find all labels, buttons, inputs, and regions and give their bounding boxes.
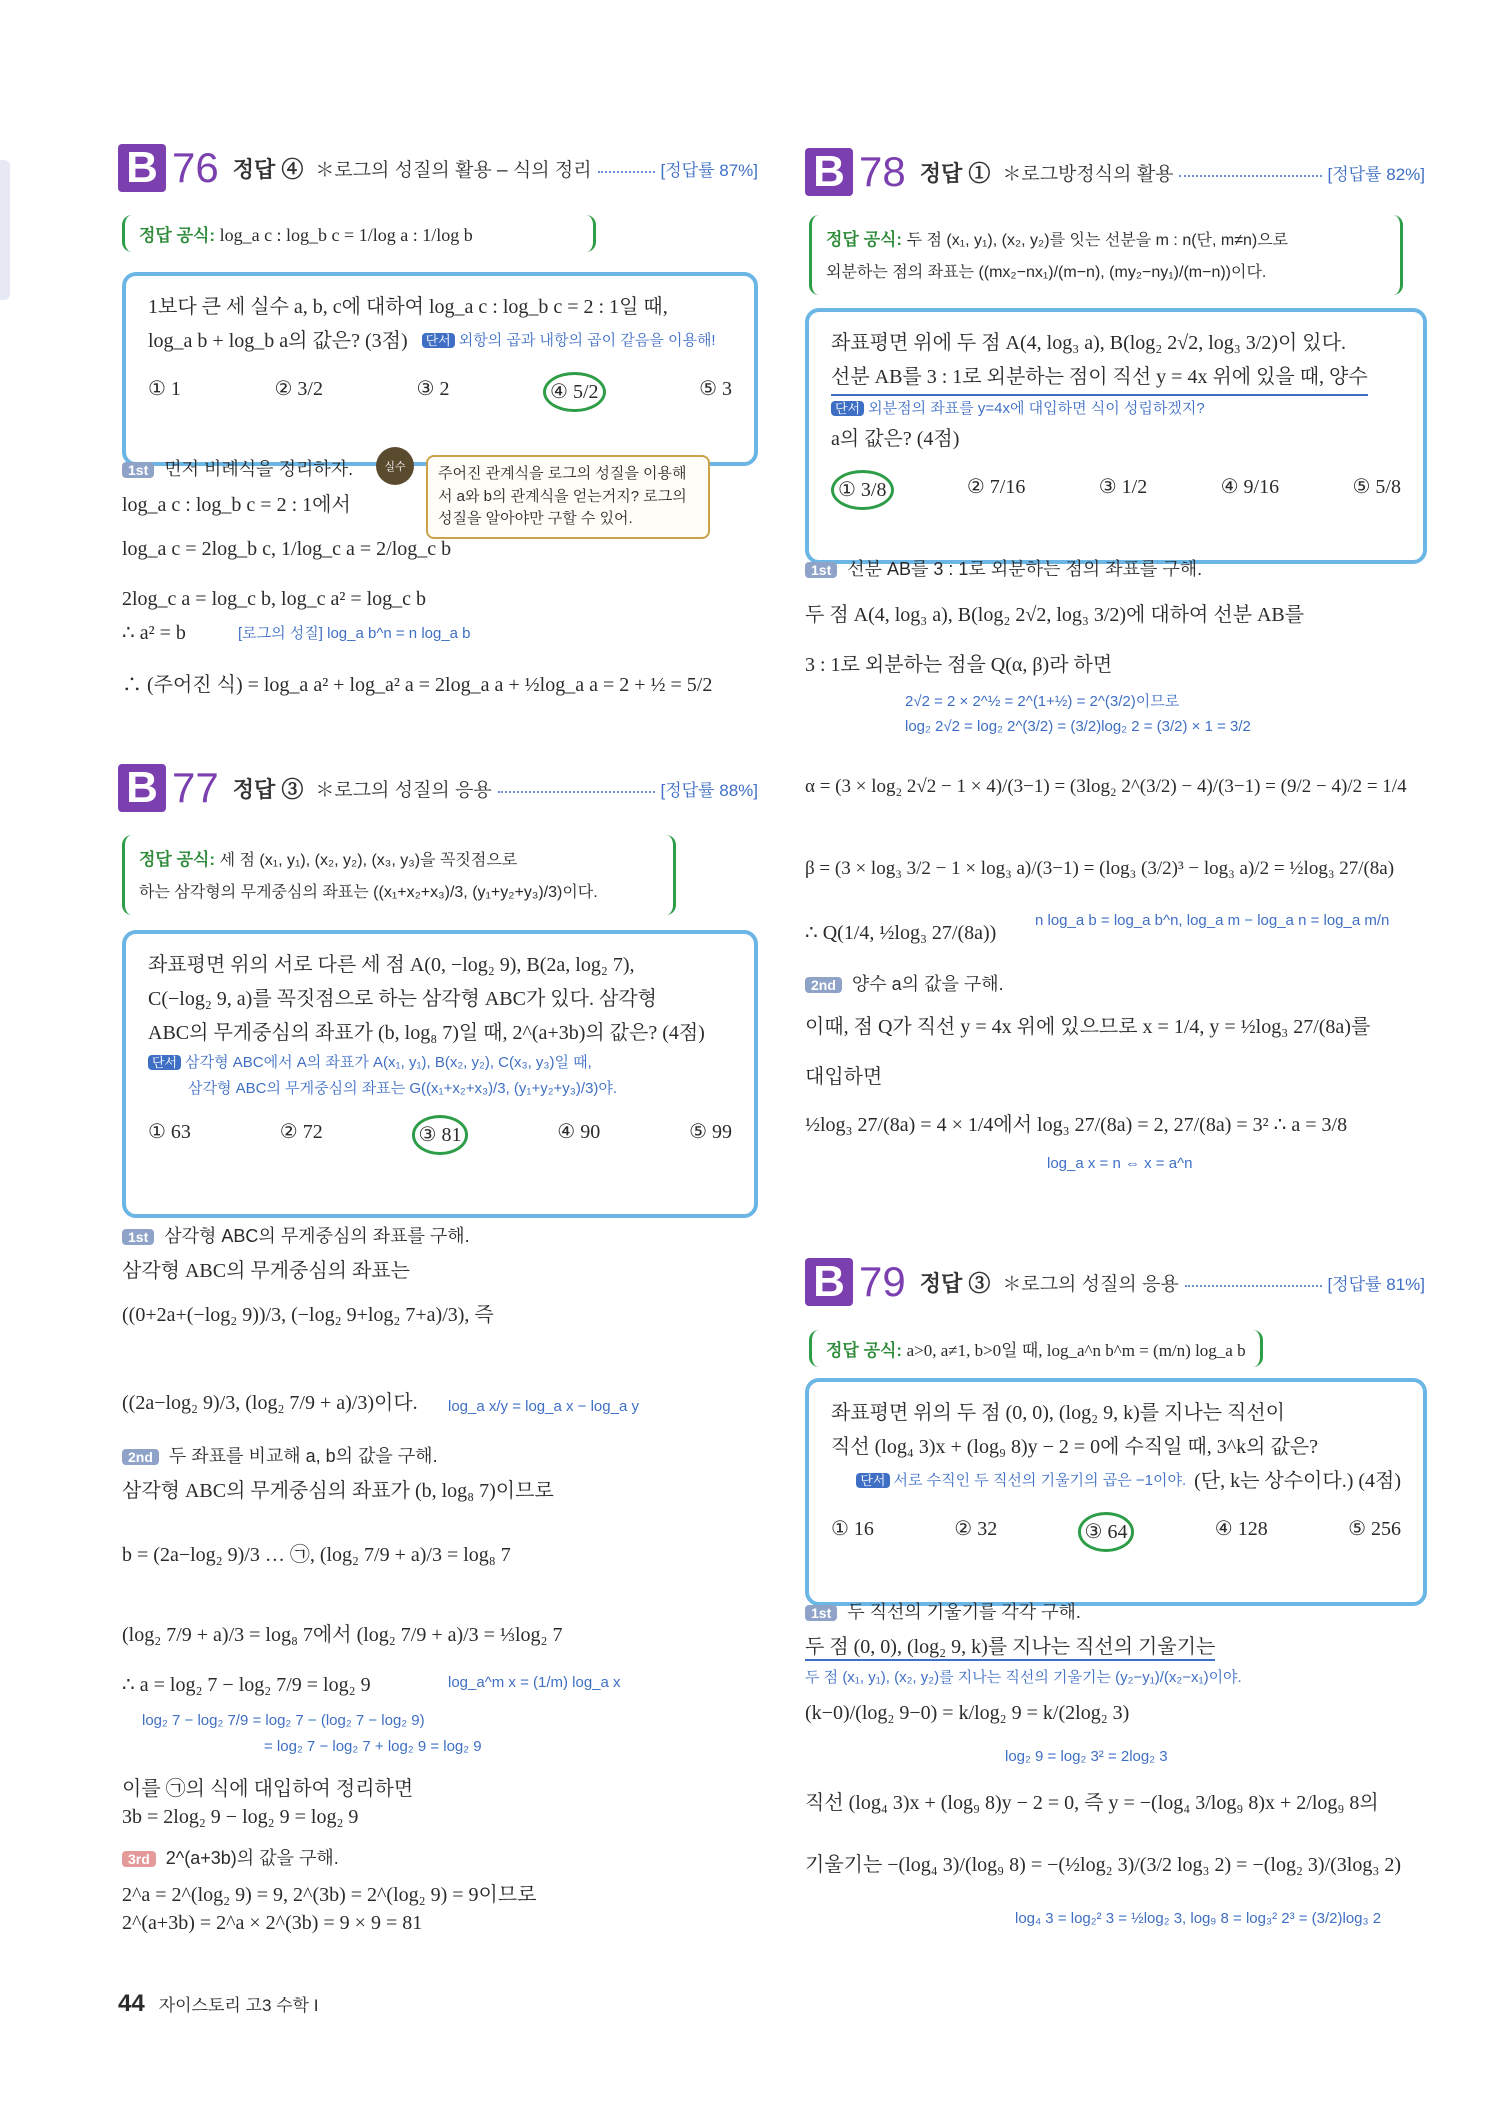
choice-1-correct: ① 3/8 (831, 470, 894, 510)
dotted-leader (1179, 175, 1321, 177)
step-1 (805, 1598, 1081, 1624)
solution-line: 3 : 1로 외분하는 점을 Q(α, β)라 하면 (805, 654, 1113, 676)
problem-76-box (122, 272, 758, 466)
hint-tag: 단서 (856, 1473, 889, 1488)
page-footer (118, 1990, 318, 2018)
solution-line: α = (3 × log₂ 2√2 − 1 × 4)/(3−1) = (3log₂ 2^(3/2) − 4)/(3−1) = (9/2 − 4)/2 = 1/4 (805, 776, 1407, 797)
level-badge: B (805, 1258, 853, 1306)
solution-line: (k−0)/(log₂ 9−0) = k/log₂ 9 = k/(2log₂ 3) (805, 1702, 1130, 1724)
hint-tag: 단서 (148, 1055, 181, 1070)
hint (856, 1468, 1186, 1494)
annotation: log₂ 9 = log₂ 3² = 2log₂ 3 (1005, 1748, 1168, 1765)
step-text: 양수 a의 값을 구해. (851, 974, 1004, 994)
formula-text: a>0, a≠1, b>0일 때, log_a^n b^m = (m/n) log_a b (906, 1341, 1246, 1360)
answer-formula (809, 1330, 1263, 1367)
choice-2: ② 3/2 (274, 378, 323, 400)
solution-line: ∴ (주어진 식) = log_a a² + log_a² a = 2log_a a + ½log_a a = 2 + ½ = 5/2 (122, 674, 713, 696)
formula-label: 정답 공식: (826, 230, 903, 249)
answer-formula (809, 215, 1403, 295)
level-badge: B (118, 764, 166, 812)
step-text: 두 직선의 기울기를 각각 구해. (847, 1602, 1081, 1622)
choice-3: ③ 1/2 (1098, 475, 1148, 498)
solution-line: 직선 (log₄ 3)x + (log₉ 8)y − 2 = 0, 즉 y = −(log₄ 3/log₉ 8)x + 2/log₉ 8의 (805, 1792, 1379, 1814)
solution-line: log_a c : log_b c = 2 : 1에서 (122, 494, 351, 516)
choices (831, 470, 1401, 510)
step-tag: 2nd (805, 977, 842, 993)
step-text: 두 좌표를 비교해 a, b의 값을 구해. (168, 1446, 438, 1466)
answer-label: 정답 ① (919, 160, 991, 186)
question-line: C(−log₂ 9, a)를 꼭짓점으로 하는 삼각형 ABC가 있다. 삼각형 (148, 988, 657, 1010)
choice-5: ⑤ 256 (1348, 1518, 1401, 1540)
solution-line: ∴ a² = b (122, 622, 186, 644)
solution-line: ∴ Q(1/4, ½log₃ 27/(8a)) (805, 922, 997, 944)
problem-number: 79 (859, 1258, 906, 1305)
choice-5: ⑤ 3 (699, 378, 732, 400)
step-2 (122, 1442, 438, 1468)
step-tag: 1st (805, 562, 837, 578)
step-1 (122, 455, 353, 481)
step-tag: 1st (805, 1605, 837, 1621)
annotation: [로그의 성질] log_a b^n = n log_a b (238, 625, 471, 642)
question-text: log_a b + log_b a의 값은? (3점) (148, 330, 408, 352)
solution-line: log_a c = 2log_b c, 1/log_c a = 2/log_c b (122, 538, 452, 560)
choice-2: ② 7/16 (966, 475, 1026, 498)
topic-label: ＊로그방정식의 활용 (1002, 163, 1174, 185)
choice-5: ⑤ 99 (689, 1121, 732, 1143)
dotted-leader (1185, 1285, 1322, 1287)
annotation: log_a x = n ⇔ x = a^n (1047, 1155, 1193, 1172)
accuracy-rate: [정답률 82%] (1327, 164, 1425, 184)
choice-3-correct: ③ 81 (412, 1115, 469, 1155)
hint-text: 외항의 곱과 내항의 곱이 같음을 이용해! (458, 332, 716, 350)
solution-line: 2^(a+3b) = 2^a × 2^(3b) = 9 × 9 = 81 (122, 1912, 423, 1934)
problem-78-header (805, 147, 1425, 197)
annotation: 2√2 = 2 × 2^½ = 2^(1+½) = 2^(3/2)이므로 (905, 693, 1180, 710)
book-title: 자이스토리 고3 수학 I (158, 1996, 319, 2015)
hint-tag: 단서 (422, 333, 455, 348)
choice-4: ④ 9/16 (1220, 475, 1280, 498)
formula-text: 외분하는 점의 좌표는 ((mx₂−nx₁)/(m−n), (my₂−ny₁)/(m−n))이다. (826, 264, 1267, 281)
step-tag: 1st (122, 462, 154, 478)
solution-line: 2^a = 2^(log₂ 9) = 9, 2^(3b) = 2^(log₂ 9) = 9이므로 (122, 1884, 537, 1906)
level-badge: B (805, 148, 853, 196)
choice-2: ② 32 (954, 1518, 998, 1540)
annotation: log₄ 3 = log₂² 3 = ½log₂ 3, log₉ 8 = log₃² 2³ = (3/2)log₃ 2 (1015, 1910, 1382, 1927)
hint (148, 1050, 732, 1076)
question-line: a의 값은? (4점) (831, 427, 960, 450)
problem-78-box (805, 308, 1427, 564)
solution-line: ∴ a = log₂ 7 − log₂ 7/9 = log₂ 9 (122, 1674, 371, 1696)
formula-text: 하는 삼각형의 무게중심의 좌표는 ((x₁+x₂+x₃)/3, (y₁+y₂+y₃)/3)이다. (139, 884, 598, 901)
choice-1: ① 1 (148, 378, 181, 400)
question-line (831, 1464, 1401, 1498)
step-text: 선분 AB를 3 : 1로 외분하는 점의 좌표를 구해. (847, 559, 1203, 579)
step-tag: 1st (122, 1229, 154, 1245)
problem-79-box (805, 1378, 1427, 1606)
solution-line: β = (3 × log₃ 3/2 − 1 × log₃ a)/(3−1) = (log₃ (3/2)³ − log₃ a)/2 = ½log₃ 27/(8a) (805, 858, 1395, 879)
choice-2: ② 72 (279, 1121, 323, 1143)
step-tag: 2nd (122, 1449, 159, 1465)
annotation: n log_a b = log_a b^n, log_a m − log_a n = log_a m/n (1035, 912, 1390, 929)
solution-line: 3b = 2log₂ 9 − log₂ 9 = log₂ 9 (122, 1806, 359, 1828)
annotation: log_a^m x = (1/m) log_a x (448, 1674, 621, 1691)
problem-77-header (118, 763, 758, 813)
hint (422, 328, 716, 354)
step-1 (805, 555, 1202, 581)
topic-label: ＊로그의 성질의 활용 – 식의 정리 (315, 159, 592, 181)
answer-formula (122, 835, 676, 915)
annotation: log₂ 7 − log₂ 7/9 = log₂ 7 − (log₂ 7 − log₂ 9) (142, 1712, 425, 1729)
formula-text: 세 점 (x₁, y₁), (x₂, y₂), (x₃, y₃)을 꼭짓점으로 (219, 852, 518, 869)
formula-text: 두 점 (x₁, y₁), (x₂, y₂)를 잇는 선분을 m : n(단, m≠n)으로 (906, 232, 1289, 249)
hint-text: 삼각형 ABC의 무게중심의 좌표는 G((x₁+x₂+x₃)/3, (y₁+y₂+y₃)/3)야. (188, 1079, 618, 1097)
step-2 (805, 970, 1004, 996)
solution-line: (log₂ 7/9 + a)/3 = log₈ 7에서 (log₂ 7/9 + a)/3 = ⅓log₂ 7 (122, 1624, 563, 1646)
choices (148, 1115, 732, 1155)
choice-4-correct: ④ 5/2 (543, 372, 606, 412)
problem-number: 78 (859, 148, 906, 195)
hint-text: 외분점의 좌표를 y=4x에 대입하면 식이 성립하겠지? (868, 400, 1205, 417)
question-line (148, 324, 732, 358)
solution-line: 대입하면 (805, 1066, 883, 1088)
answer-label: 정답 ④ (232, 156, 304, 182)
side-tab (0, 160, 10, 300)
choice-4: ④ 90 (557, 1121, 601, 1143)
annotation: log₂ 2√2 = log₂ 2^(3/2) = (3/2)log₂ 2 = (3/2) × 1 = 3/2 (905, 718, 1251, 735)
step-tag: 3rd (122, 1851, 156, 1867)
question-line: 선분 AB를 3 : 1로 외분하는 점이 직선 y = 4x 위에 있을 때, 양수 (831, 360, 1368, 396)
step-text: 삼각형 ABC의 무게중심의 좌표를 구해. (164, 1226, 470, 1246)
answer-formula (122, 215, 596, 252)
solution-line: ((2a−log₂ 9)/3, (log₂ 7/9 + a)/3)이다. (122, 1392, 418, 1414)
problem-79-header (805, 1257, 1425, 1307)
problem-77-box (122, 930, 758, 1218)
formula-label: 정답 공식: (826, 1341, 903, 1360)
problem-number: 77 (172, 764, 219, 811)
question-line: 1보다 큰 세 실수 a, b, c에 대하여 log_a c : log_b c = 2 : 1일 때, (148, 296, 668, 318)
topic-label: ＊로그의 성질의 응용 (315, 779, 492, 801)
formula-label: 정답 공식: (139, 850, 216, 869)
question-text: (단, k는 상수이다.) (4점) (1194, 1470, 1401, 1492)
solution-line: 삼각형 ABC의 무게중심의 좌표는 (122, 1260, 410, 1282)
choice-5: ⑤ 5/8 (1352, 475, 1401, 498)
solution-line: 두 점 (0, 0), (log₂ 9, k)를 지나는 직선의 기울기는 (805, 1630, 1215, 1661)
choice-4: ④ 128 (1214, 1518, 1268, 1540)
annotation: log_a x/y = log_a x − log_a y (448, 1398, 639, 1415)
choice-3-correct: ③ 64 (1078, 1512, 1135, 1552)
solution-line: ((0+2a+(−log₂ 9))/3, (−log₂ 9+log₂ 7+a)/3), 즉 (122, 1304, 494, 1326)
question-line: 좌표평면 위의 두 점 (0, 0), (log₂ 9, k)를 지나는 직선이 (831, 1402, 1285, 1424)
step-3 (122, 1844, 339, 1870)
accuracy-rate: [정답률 87%] (660, 160, 758, 180)
hint (831, 396, 1401, 422)
formula-text: log_a c : log_b c = 1/log a : 1/log b (219, 225, 473, 245)
solution-line: 삼각형 ABC의 무게중심의 좌표가 (b, log₈ 7)이므로 (122, 1480, 554, 1502)
choices (831, 1512, 1401, 1552)
hint-tag: 단서 (831, 401, 864, 416)
solution-line: 2log_c a = log_c b, log_c a² = log_c b (122, 588, 427, 610)
hint-text: 서로 수직인 두 직선의 기울기의 곱은 −1이야. (893, 1472, 1187, 1490)
choice-3: ③ 2 (416, 378, 450, 400)
choices (148, 372, 732, 412)
problem-76-header (118, 143, 758, 193)
solution-line: b = (2a−log₂ 9)/3 … ㉠, (log₂ 7/9 + a)/3 = log₈ 7 (122, 1544, 511, 1566)
problem-number: 76 (172, 144, 219, 191)
answer-label: 정답 ③ (919, 1270, 991, 1296)
solution-line: 이때, 점 Q가 직선 y = 4x 위에 있으므로 x = 1/4, y = ½log₃ 27/(8a)를 (805, 1016, 1371, 1038)
hint-text: 삼각형 ABC에서 A의 좌표가 A(x₁, y₁), B(x₂, y₂), C(x₃, y₃)일 때, (185, 1054, 592, 1071)
annotation: = log₂ 7 − log₂ 7 + log₂ 9 = log₂ 9 (264, 1738, 482, 1755)
warning-icon: 실수 (376, 447, 414, 485)
choice-1: ① 16 (831, 1518, 874, 1540)
question-line: 직선 (log₄ 3)x + (log₉ 8)y − 2 = 0에 수직일 때, 3^k의 값은? (831, 1436, 1318, 1458)
accuracy-rate: [정답률 88%] (660, 780, 758, 800)
annotation: 두 점 (x₁, y₁), (x₂, y₂)를 지나는 직선의 기울기는 (y₂−y₁)/(x₂−x₁)이야. (805, 1669, 1242, 1686)
dotted-leader (598, 171, 655, 173)
dotted-leader (498, 791, 655, 793)
page-number: 44 (118, 1990, 145, 2017)
topic-label: ＊로그의 성질의 응용 (1002, 1273, 1179, 1295)
question-line: 좌표평면 위의 서로 다른 세 점 A(0, −log₂ 9), B(2a, log₂ 7), (148, 954, 635, 976)
step-1 (122, 1222, 470, 1248)
question-line: ABC의 무게중심의 좌표가 (b, log₈ 7)일 때, 2^(a+3b)의 값은? (4점) (148, 1022, 705, 1044)
solution-line: 기울기는 −(log₄ 3)/(log₉ 8) = −(½log₂ 3)/(3/2 log₃ 2) = −(log₂ 3)/(3log₃ 2) (805, 1854, 1402, 1876)
solution-line: 이를 ㉠의 식에 대입하여 정리하면 (122, 1778, 414, 1800)
accuracy-rate: [정답률 81%] (1327, 1274, 1425, 1294)
solution-line: 두 점 A(4, log₃ a), B(log₂ 2√2, log₃ 3/2)에 대하여 선분 AB를 (805, 604, 1305, 626)
solution-line: ½log₃ 27/(8a) = 4 × 1/4에서 log₃ 27/(8a) = 2, 27/(8a) = 3² ∴ a = 3/8 (805, 1114, 1348, 1136)
step-text: 먼저 비례식을 정리하자. (164, 459, 354, 479)
step-text: 2^(a+3b)의 값을 구해. (165, 1848, 339, 1868)
level-badge: B (118, 144, 166, 192)
formula-label: 정답 공식: (139, 226, 216, 245)
callout-note: 주어진 관계식을 로그의 성질을 이용해서 a와 b의 관계식을 얻는거지? 로그의 성질을 알아야만 구할 수 있어. (426, 455, 710, 539)
answer-label: 정답 ③ (232, 776, 304, 802)
question-line: 좌표평면 위에 두 점 A(4, log₃ a), B(log₂ 2√2, log₃ 3/2)이 있다. (831, 332, 1346, 354)
choice-1: ① 63 (148, 1121, 191, 1143)
